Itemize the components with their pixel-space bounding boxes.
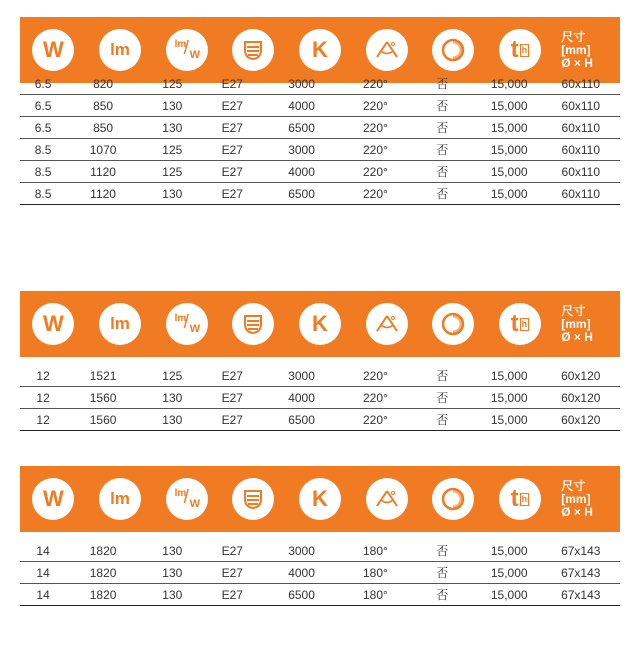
table-cell: 125: [162, 368, 183, 383]
table-cell: 130: [162, 98, 183, 113]
table-cell: E27: [221, 390, 243, 405]
table-cell: 130: [162, 390, 183, 405]
table-row: [20, 562, 620, 584]
table-cell: 180°: [362, 543, 388, 558]
table-cell: 3000: [288, 368, 315, 383]
table-cell: 1120: [90, 164, 116, 179]
table-cell: 60x110: [561, 186, 600, 201]
table-cell: 60x110: [561, 142, 600, 157]
table-cell: 60x120: [561, 412, 601, 427]
header-cell: [353, 466, 420, 532]
table-cell: 8.5: [34, 164, 52, 179]
table-cell: 220°: [362, 76, 388, 91]
table-cell: 15,000: [490, 543, 528, 558]
table-cell: 4000: [288, 565, 315, 580]
table-cell: E27: [221, 587, 243, 602]
table-cell: 220°: [362, 98, 388, 113]
table-cell: 1521: [89, 368, 117, 383]
table-cell: 否: [436, 77, 449, 91]
table-cell: 否: [436, 566, 449, 580]
table-cell: E27: [221, 368, 243, 383]
table-cell: 6.5: [34, 98, 52, 113]
beam-angle-icon: [366, 478, 408, 520]
table-cell: 60x110: [561, 120, 600, 135]
header-cell: [220, 466, 287, 532]
beam-angle-icon: [366, 29, 408, 71]
table-cell: 130: [162, 587, 183, 602]
lumen-label: lm: [110, 314, 130, 333]
watt-icon: [32, 303, 74, 345]
dimension-label: Ø × H: [561, 55, 593, 70]
table-cell: 15,000: [490, 587, 528, 602]
spec-section: [20, 291, 620, 491]
table-cell: 6.5: [34, 120, 52, 135]
watt-label: W: [42, 486, 64, 511]
header-cell: [20, 291, 87, 357]
table-row: [20, 117, 620, 139]
table-cell: 15,000: [490, 142, 528, 157]
table-cell: E27: [221, 120, 243, 135]
table-cell: 15,000: [490, 98, 528, 113]
table-cell: 否: [436, 413, 449, 427]
table-cell: 820: [93, 76, 114, 91]
dimension-label: 尺寸: [561, 303, 586, 318]
table-cell: 1820: [89, 543, 117, 558]
table-cell: 15,000: [490, 120, 528, 135]
dimmable-icon: [432, 29, 474, 71]
table-cell: 6500: [288, 587, 315, 602]
lumen-icon: [99, 303, 141, 345]
table-cell: E27: [221, 186, 243, 201]
lumen-icon: [99, 29, 141, 71]
table-cell: E27: [221, 565, 243, 580]
header-cell: [87, 291, 154, 357]
table-cell: 15,000: [490, 412, 528, 427]
table-cell: 8.5: [34, 142, 52, 157]
table-row: [20, 73, 620, 95]
table-cell: 1820: [89, 565, 117, 580]
table-cell: 850: [93, 98, 114, 113]
table-row: [20, 161, 620, 183]
table-row: [20, 183, 620, 205]
table-cell: 67x143: [561, 543, 601, 558]
efficacy-icon: lm / W: [166, 29, 208, 71]
table-cell: 850: [93, 120, 114, 135]
dimension-label: [mm]: [561, 491, 591, 506]
table-cell: 15,000: [490, 186, 528, 201]
table-cell: 否: [436, 143, 449, 157]
kelvin-icon: [299, 478, 341, 520]
table-cell: 12: [36, 390, 50, 405]
table-cell: 3000: [288, 543, 315, 558]
table-cell: E27: [221, 76, 243, 91]
table-cell: 220°: [362, 186, 388, 201]
table-cell: E27: [221, 98, 243, 113]
spec-section: [20, 466, 620, 666]
table-cell: 1070: [89, 142, 117, 157]
watt-label: W: [42, 311, 64, 336]
table-cell: 220°: [362, 368, 388, 383]
header-band: [20, 466, 620, 532]
table-cell: 6500: [288, 120, 315, 135]
table-cell: 15,000: [490, 164, 528, 179]
table-cell: 60x110: [561, 98, 600, 113]
table-cell: E27: [221, 412, 243, 427]
table-cell: 60x120: [561, 368, 601, 383]
beam-angle-icon: [366, 303, 408, 345]
table-cell: 12: [36, 368, 50, 383]
dimmable-icon: [432, 478, 474, 520]
table-cell: 3000: [288, 142, 315, 157]
table-cell: 67x143: [561, 565, 601, 580]
table-cell: 125: [162, 142, 183, 157]
kelvin-icon: [299, 303, 341, 345]
table-cell: 否: [436, 165, 449, 179]
table-cell: 15,000: [490, 390, 528, 405]
header-cell: [20, 466, 87, 532]
table-cell: 60x110: [561, 164, 600, 179]
table-cell: 220°: [362, 120, 388, 135]
header-cell: [487, 291, 554, 357]
table-cell: 否: [436, 391, 449, 405]
table-cell: 130: [162, 186, 183, 201]
table-cell: 14: [36, 543, 50, 558]
header-cell: [287, 291, 354, 357]
table-cell: 否: [436, 544, 449, 558]
table-cell: 125: [162, 76, 183, 91]
kelvin-label: K: [312, 486, 328, 511]
table-cell: 15,000: [490, 76, 528, 91]
table-cell: 4000: [288, 98, 315, 113]
lumen-label: lm: [110, 489, 130, 508]
socket-icon: [232, 303, 274, 345]
table-cell: 8.5: [34, 186, 52, 201]
header-cell: [420, 291, 487, 357]
lumen-icon: [99, 478, 141, 520]
socket-icon: [232, 478, 274, 520]
dimension-header: [553, 466, 620, 532]
table-cell: 4000: [288, 390, 315, 405]
table-cell: 1820: [89, 587, 117, 602]
table-cell: 1560: [89, 390, 117, 405]
table-cell: E27: [221, 142, 243, 157]
table-cell: 180°: [362, 587, 388, 602]
table-cell: 220°: [362, 164, 388, 179]
header-cell: [87, 466, 154, 532]
dimension-label: [mm]: [561, 316, 591, 331]
table-cell: 220°: [362, 142, 388, 157]
lifetime-icon: t h: [499, 478, 541, 520]
spec-rows: [20, 73, 620, 205]
table-cell: 15,000: [490, 565, 528, 580]
table-cell: 6500: [288, 412, 315, 427]
table-row: [20, 584, 620, 606]
header-cell: [220, 291, 287, 357]
efficacy-icon: lm / W: [166, 478, 208, 520]
table-cell: E27: [221, 164, 243, 179]
table-cell: 6500: [288, 186, 315, 201]
table-cell: 130: [162, 120, 183, 135]
table-cell: 1560: [89, 412, 117, 427]
table-cell: 否: [436, 121, 449, 135]
table-cell: E27: [221, 543, 243, 558]
table-cell: 60x120: [561, 390, 601, 405]
dimension-label: 尺寸: [561, 478, 586, 493]
header-cell: [420, 466, 487, 532]
lifetime-icon: t h: [499, 303, 541, 345]
kelvin-label: K: [312, 37, 328, 62]
spec-rows: [20, 365, 620, 431]
watt-icon: [32, 29, 74, 71]
header-cell: [287, 466, 354, 532]
table-cell: 6.5: [34, 76, 52, 91]
efficacy-icon: lm / W: [166, 303, 208, 345]
table-cell: 14: [36, 565, 50, 580]
spec-section: [20, 17, 620, 217]
table-cell: 否: [436, 588, 449, 602]
dimmable-icon: [432, 303, 474, 345]
kelvin-label: K: [312, 311, 328, 336]
table-cell: 1120: [90, 186, 116, 201]
table-cell: 否: [436, 369, 449, 383]
table-cell: 130: [162, 543, 183, 558]
table-row: [20, 139, 620, 161]
table-cell: 否: [436, 99, 449, 113]
lumen-label: lm: [110, 40, 130, 59]
socket-icon: [232, 29, 274, 71]
dimension-label: [mm]: [561, 42, 591, 57]
kelvin-icon: [299, 29, 341, 71]
table-cell: 14: [36, 587, 50, 602]
dimension-label: Ø × H: [561, 504, 593, 519]
table-cell: 否: [436, 187, 449, 201]
header-cell: [153, 466, 220, 532]
table-cell: 220°: [362, 390, 388, 405]
spec-rows: [20, 540, 620, 606]
table-row: [20, 409, 620, 431]
header-cell: [353, 291, 420, 357]
table-cell: 220°: [362, 412, 388, 427]
dimension-label: Ø × H: [561, 329, 593, 344]
table-cell: 130: [162, 412, 183, 427]
lifetime-icon: t h: [499, 29, 541, 71]
table-row: [20, 95, 620, 117]
table-row: [20, 540, 620, 562]
table-cell: 4000: [288, 164, 315, 179]
watt-label: W: [42, 37, 64, 62]
table-cell: 130: [162, 565, 183, 580]
header-band: [20, 291, 620, 357]
watt-icon: [32, 478, 74, 520]
header-cell: [153, 291, 220, 357]
table-cell: 125: [162, 164, 183, 179]
header-cell: [487, 466, 554, 532]
table-cell: 15,000: [490, 368, 528, 383]
table-cell: 12: [36, 412, 50, 427]
table-row: [20, 387, 620, 409]
table-cell: 60x110: [561, 76, 600, 91]
table-cell: 67x143: [561, 587, 601, 602]
dimension-header: [553, 291, 620, 357]
dimension-label: 尺寸: [561, 29, 586, 44]
table-cell: 3000: [288, 76, 315, 91]
table-cell: 180°: [362, 565, 388, 580]
table-row: [20, 365, 620, 387]
